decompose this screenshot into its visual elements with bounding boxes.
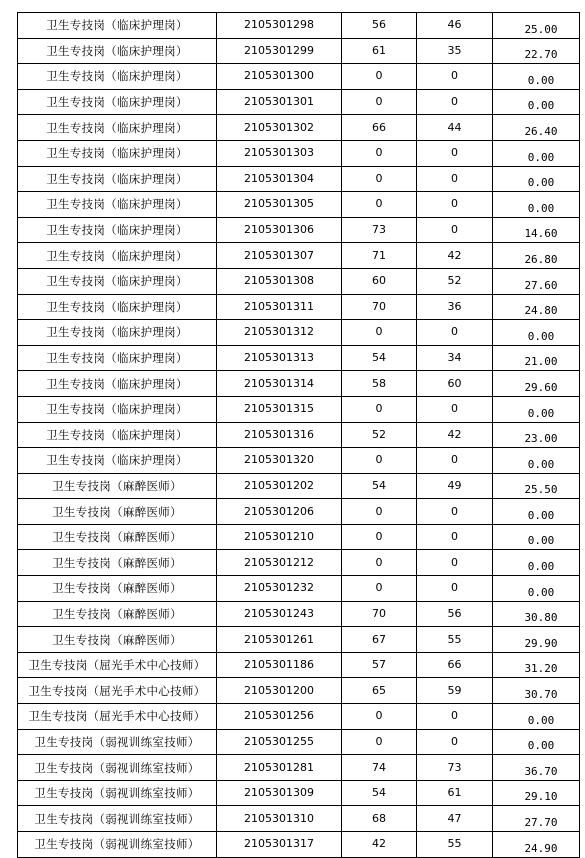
table-row <box>18 499 580 525</box>
post-cell: 卫生专技岗（临床护理岗） <box>18 268 217 294</box>
table-row <box>18 473 580 499</box>
written-score-cell: 73 <box>342 217 417 243</box>
total-score-cell: 0.00 <box>493 166 580 192</box>
interview-score-cell: 59 <box>417 678 493 704</box>
post-cell: 卫生专技岗（临床护理岗） <box>18 243 217 269</box>
written-score-cell: 65 <box>342 678 417 704</box>
interview-score-cell: 55 <box>417 627 493 653</box>
interview-score-cell: 56 <box>417 601 493 627</box>
written-score-cell: 0 <box>342 89 417 115</box>
total-score-cell: 0.00 <box>493 524 580 550</box>
exam-id-cell: 2105301317 <box>217 832 342 858</box>
exam-id-cell: 2105301202 <box>217 473 342 499</box>
interview-score-cell: 44 <box>417 115 493 141</box>
interview-score-cell: 0 <box>417 192 493 218</box>
total-score-cell: 0.00 <box>493 448 580 474</box>
exam-id-cell: 2105301298 <box>217 13 342 39</box>
interview-score-cell: 0 <box>417 448 493 474</box>
table-row <box>18 371 580 397</box>
written-score-cell: 58 <box>342 371 417 397</box>
exam-id-cell: 2105301320 <box>217 448 342 474</box>
table-row <box>18 115 580 141</box>
total-score-cell: 29.90 <box>493 627 580 653</box>
exam-id-cell: 2105301243 <box>217 601 342 627</box>
table-row <box>18 550 580 576</box>
post-cell: 卫生专技岗（麻醉医师） <box>18 499 217 525</box>
table-row <box>18 192 580 218</box>
total-score-cell: 0.00 <box>493 140 580 166</box>
table-row <box>18 396 580 422</box>
exam-id-cell: 2105301212 <box>217 550 342 576</box>
exam-id-cell: 2105301315 <box>217 396 342 422</box>
post-cell: 卫生专技岗（临床护理岗） <box>18 64 217 90</box>
exam-id-cell: 2105301307 <box>217 243 342 269</box>
written-score-cell: 74 <box>342 755 417 781</box>
post-cell: 卫生专技岗（麻醉医师） <box>18 576 217 602</box>
total-score-cell: 0.00 <box>493 576 580 602</box>
total-score-cell: 0.00 <box>493 320 580 346</box>
exam-id-cell: 2105301312 <box>217 320 342 346</box>
written-score-cell: 52 <box>342 422 417 448</box>
post-cell: 卫生专技岗（临床护理岗） <box>18 448 217 474</box>
written-score-cell: 54 <box>342 473 417 499</box>
exam-id-cell: 2105301261 <box>217 627 342 653</box>
post-cell: 卫生专技岗（临床护理岗） <box>18 320 217 346</box>
total-score-cell: 0.00 <box>493 192 580 218</box>
written-score-cell: 54 <box>342 780 417 806</box>
post-cell: 卫生专技岗（临床护理岗） <box>18 13 217 39</box>
post-cell: 卫生专技岗（弱视训练室技师） <box>18 729 217 755</box>
total-score-cell: 27.70 <box>493 806 580 832</box>
total-score-cell: 0.00 <box>493 550 580 576</box>
table-row <box>18 601 580 627</box>
written-score-cell: 0 <box>342 140 417 166</box>
table-row <box>18 422 580 448</box>
interview-score-cell: 42 <box>417 243 493 269</box>
interview-score-cell: 61 <box>417 780 493 806</box>
interview-score-cell: 0 <box>417 89 493 115</box>
total-score-cell: 29.60 <box>493 371 580 397</box>
interview-score-cell: 0 <box>417 64 493 90</box>
post-cell: 卫生专技岗（临床护理岗） <box>18 422 217 448</box>
table-row <box>18 524 580 550</box>
total-score-cell: 25.00 <box>493 13 580 39</box>
interview-score-cell: 0 <box>417 320 493 346</box>
total-score-cell: 30.80 <box>493 601 580 627</box>
table-row <box>18 806 580 832</box>
exam-id-cell: 2105301305 <box>217 192 342 218</box>
post-cell: 卫生专技岗（屈光手术中心技师） <box>18 652 217 678</box>
post-cell: 卫生专技岗（临床护理岗） <box>18 345 217 371</box>
post-cell: 卫生专技岗（弱视训练室技师） <box>18 832 217 858</box>
exam-id-cell: 2105301200 <box>217 678 342 704</box>
written-score-cell: 0 <box>342 499 417 525</box>
written-score-cell: 66 <box>342 115 417 141</box>
post-cell: 卫生专技岗（麻醉医师） <box>18 627 217 653</box>
post-cell: 卫生专技岗（临床护理岗） <box>18 140 217 166</box>
table-row <box>18 652 580 678</box>
exam-id-cell: 2105301301 <box>217 89 342 115</box>
table-row <box>18 140 580 166</box>
written-score-cell: 0 <box>342 704 417 730</box>
written-score-cell: 61 <box>342 38 417 64</box>
written-score-cell: 0 <box>342 396 417 422</box>
total-score-cell: 30.70 <box>493 678 580 704</box>
total-score-cell: 26.80 <box>493 243 580 269</box>
total-score-cell: 14.60 <box>493 217 580 243</box>
results-table <box>17 12 580 858</box>
table-row <box>18 729 580 755</box>
total-score-cell: 29.10 <box>493 780 580 806</box>
post-cell: 卫生专技岗（弱视训练室技师） <box>18 806 217 832</box>
interview-score-cell: 0 <box>417 166 493 192</box>
written-score-cell: 57 <box>342 652 417 678</box>
table-row <box>18 755 580 781</box>
post-cell: 卫生专技岗（麻醉医师） <box>18 524 217 550</box>
interview-score-cell: 36 <box>417 294 493 320</box>
interview-score-cell: 66 <box>417 652 493 678</box>
written-score-cell: 0 <box>342 524 417 550</box>
interview-score-cell: 0 <box>417 140 493 166</box>
written-score-cell: 70 <box>342 601 417 627</box>
table-row <box>18 243 580 269</box>
interview-score-cell: 0 <box>417 704 493 730</box>
post-cell: 卫生专技岗（临床护理岗） <box>18 166 217 192</box>
total-score-cell: 22.70 <box>493 38 580 64</box>
total-score-cell: 31.20 <box>493 652 580 678</box>
total-score-cell: 0.00 <box>493 704 580 730</box>
written-score-cell: 0 <box>342 448 417 474</box>
interview-score-cell: 0 <box>417 396 493 422</box>
interview-score-cell: 0 <box>417 499 493 525</box>
table-row <box>18 320 580 346</box>
interview-score-cell: 35 <box>417 38 493 64</box>
exam-id-cell: 2105301232 <box>217 576 342 602</box>
exam-id-cell: 2105301186 <box>217 652 342 678</box>
written-score-cell: 68 <box>342 806 417 832</box>
interview-score-cell: 42 <box>417 422 493 448</box>
written-score-cell: 0 <box>342 729 417 755</box>
written-score-cell: 0 <box>342 576 417 602</box>
post-cell: 卫生专技岗（麻醉医师） <box>18 473 217 499</box>
written-score-cell: 54 <box>342 345 417 371</box>
post-cell: 卫生专技岗（临床护理岗） <box>18 89 217 115</box>
total-score-cell: 27.60 <box>493 268 580 294</box>
total-score-cell: 24.90 <box>493 832 580 858</box>
exam-id-cell: 2105301303 <box>217 140 342 166</box>
exam-id-cell: 2105301255 <box>217 729 342 755</box>
interview-score-cell: 49 <box>417 473 493 499</box>
written-score-cell: 0 <box>342 550 417 576</box>
interview-score-cell: 34 <box>417 345 493 371</box>
exam-id-cell: 2105301256 <box>217 704 342 730</box>
total-score-cell: 0.00 <box>493 729 580 755</box>
table-row <box>18 89 580 115</box>
exam-id-cell: 2105301300 <box>217 64 342 90</box>
table-row <box>18 780 580 806</box>
total-score-cell: 25.50 <box>493 473 580 499</box>
post-cell: 卫生专技岗（临床护理岗） <box>18 371 217 397</box>
written-score-cell: 42 <box>342 832 417 858</box>
total-score-cell: 26.40 <box>493 115 580 141</box>
total-score-cell: 0.00 <box>493 499 580 525</box>
interview-score-cell: 0 <box>417 524 493 550</box>
interview-score-cell: 47 <box>417 806 493 832</box>
exam-id-cell: 2105301308 <box>217 268 342 294</box>
post-cell: 卫生专技岗（弱视训练室技师） <box>18 780 217 806</box>
total-score-cell: 23.00 <box>493 422 580 448</box>
table-row <box>18 627 580 653</box>
written-score-cell: 0 <box>342 192 417 218</box>
exam-id-cell: 2105301311 <box>217 294 342 320</box>
post-cell: 卫生专技岗（麻醉医师） <box>18 550 217 576</box>
exam-id-cell: 2105301281 <box>217 755 342 781</box>
written-score-cell: 0 <box>342 166 417 192</box>
table-row <box>18 294 580 320</box>
interview-score-cell: 0 <box>417 217 493 243</box>
exam-id-cell: 2105301316 <box>217 422 342 448</box>
interview-score-cell: 60 <box>417 371 493 397</box>
table-row <box>18 704 580 730</box>
post-cell: 卫生专技岗（弱视训练室技师） <box>18 755 217 781</box>
post-cell: 卫生专技岗（麻醉医师） <box>18 601 217 627</box>
exam-id-cell: 2105301306 <box>217 217 342 243</box>
interview-score-cell: 0 <box>417 729 493 755</box>
table-row <box>18 38 580 64</box>
interview-score-cell: 73 <box>417 755 493 781</box>
exam-id-cell: 2105301304 <box>217 166 342 192</box>
exam-id-cell: 2105301206 <box>217 499 342 525</box>
table-row <box>18 64 580 90</box>
interview-score-cell: 46 <box>417 13 493 39</box>
post-cell: 卫生专技岗（临床护理岗） <box>18 115 217 141</box>
written-score-cell: 70 <box>342 294 417 320</box>
exam-id-cell: 2105301302 <box>217 115 342 141</box>
total-score-cell: 0.00 <box>493 396 580 422</box>
table-row <box>18 345 580 371</box>
exam-id-cell: 2105301210 <box>217 524 342 550</box>
written-score-cell: 0 <box>342 320 417 346</box>
interview-score-cell: 52 <box>417 268 493 294</box>
total-score-cell: 24.80 <box>493 294 580 320</box>
table-row <box>18 13 580 39</box>
exam-id-cell: 2105301310 <box>217 806 342 832</box>
interview-score-cell: 0 <box>417 550 493 576</box>
interview-score-cell: 0 <box>417 576 493 602</box>
table-row <box>18 217 580 243</box>
post-cell: 卫生专技岗（临床护理岗） <box>18 38 217 64</box>
total-score-cell: 36.70 <box>493 755 580 781</box>
table-row <box>18 448 580 474</box>
exam-id-cell: 2105301314 <box>217 371 342 397</box>
table-row <box>18 576 580 602</box>
post-cell: 卫生专技岗（临床护理岗） <box>18 396 217 422</box>
written-score-cell: 60 <box>342 268 417 294</box>
written-score-cell: 71 <box>342 243 417 269</box>
exam-id-cell: 2105301299 <box>217 38 342 64</box>
post-cell: 卫生专技岗（临床护理岗） <box>18 294 217 320</box>
table-row <box>18 832 580 858</box>
post-cell: 卫生专技岗（临床护理岗） <box>18 192 217 218</box>
table-row <box>18 268 580 294</box>
written-score-cell: 67 <box>342 627 417 653</box>
total-score-cell: 0.00 <box>493 89 580 115</box>
post-cell: 卫生专技岗（屈光手术中心技师） <box>18 704 217 730</box>
results-table-body <box>18 13 580 858</box>
table-row <box>18 166 580 192</box>
post-cell: 卫生专技岗（屈光手术中心技师） <box>18 678 217 704</box>
exam-id-cell: 2105301309 <box>217 780 342 806</box>
post-cell: 卫生专技岗（临床护理岗） <box>18 217 217 243</box>
interview-score-cell: 55 <box>417 832 493 858</box>
written-score-cell: 0 <box>342 64 417 90</box>
table-row <box>18 678 580 704</box>
exam-id-cell: 2105301313 <box>217 345 342 371</box>
total-score-cell: 0.00 <box>493 64 580 90</box>
written-score-cell: 56 <box>342 13 417 39</box>
total-score-cell: 21.00 <box>493 345 580 371</box>
